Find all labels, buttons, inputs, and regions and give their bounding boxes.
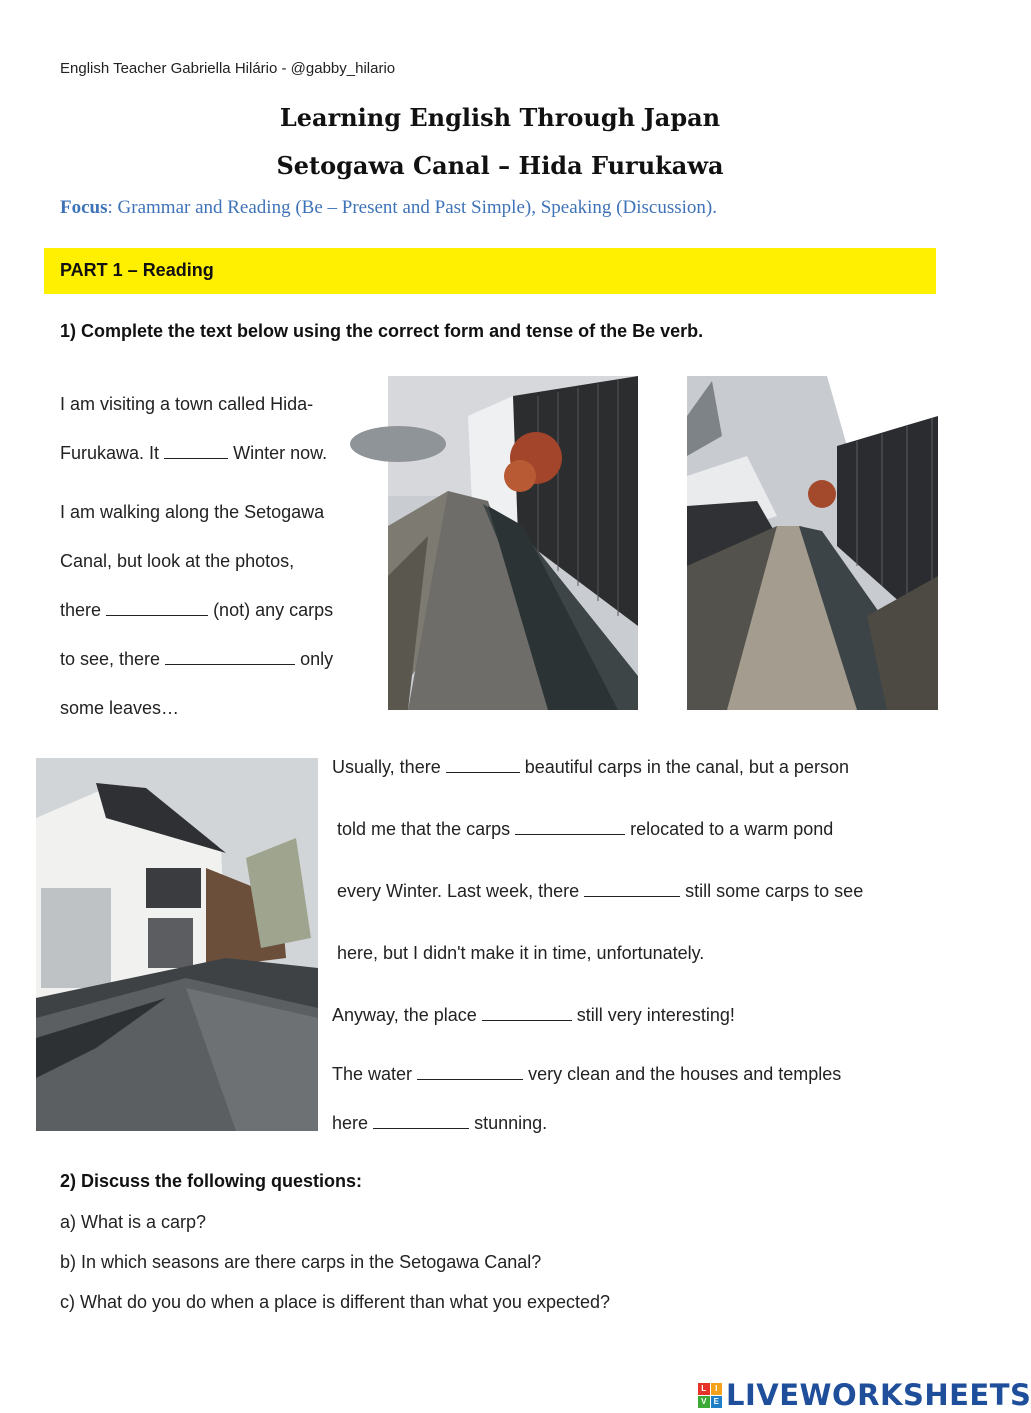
reading-line-2 xyxy=(60,443,327,464)
question-2: 2) Discuss the following questions: xyxy=(60,1171,363,1191)
reading-right-line-5 xyxy=(332,1005,735,1026)
reading-text: very clean and the houses and temples xyxy=(528,1064,842,1084)
reading-text: Anyway, the place xyxy=(332,1005,477,1025)
reading-text: still very interesting! xyxy=(576,1005,735,1025)
logo-icon-letter: L xyxy=(698,1383,710,1395)
reading-text: here xyxy=(332,1113,369,1133)
reading-right-line-6 xyxy=(332,1064,841,1085)
logo-text: LIVEWORKSHEETS xyxy=(726,1378,1031,1412)
reading-right-line-2 xyxy=(337,819,833,840)
discussion-question-a: a) What is a carp? xyxy=(60,1212,207,1232)
reading-line-4: Canal, but look at the photos, xyxy=(60,551,295,571)
blank-input[interactable] xyxy=(482,1006,572,1021)
canal-photo-2 xyxy=(687,376,938,710)
worksheet-title: Learning English Through Japan xyxy=(279,103,721,132)
blank-input[interactable] xyxy=(515,820,625,835)
logo-icon-letter: V xyxy=(698,1396,710,1408)
discussion-question-b: b) In which seasons are there carps in the Setogawa Canal? xyxy=(60,1252,542,1272)
reading-line-3: I am walking along the Setogawa xyxy=(60,502,325,522)
reading-text: Usually, there xyxy=(332,757,441,777)
reading-line-6 xyxy=(60,649,333,670)
reading-right-line-4: here, but I didn't make it in time, unfortunately. xyxy=(337,943,705,963)
reading-text: every Winter. Last week, there xyxy=(337,881,580,901)
reading-text: beautiful carps in the canal, but a person xyxy=(524,757,849,777)
blank-input[interactable] xyxy=(373,1114,469,1129)
logo-icon-letter: E xyxy=(711,1396,723,1408)
liveworksheets-icon xyxy=(698,1383,722,1407)
street-photo xyxy=(36,758,318,1131)
reading-right-line-1 xyxy=(332,757,849,778)
worksheet-subtitle: Setogawa Canal – Hida Furukawa xyxy=(276,151,724,180)
focus-text: : Grammar and Reading (Be – Present and Past Simple), Speaking (Discussion). xyxy=(107,197,717,218)
reading-text: there xyxy=(60,600,102,620)
reading-line-5 xyxy=(60,600,333,621)
liveworksheets-logo xyxy=(698,1378,1031,1412)
reading-line-7: some leaves… xyxy=(60,698,180,718)
part1-banner xyxy=(44,248,936,294)
canal-photo-1 xyxy=(388,376,638,710)
focus-line xyxy=(60,197,717,219)
blank-input[interactable] xyxy=(106,601,208,616)
reading-text: only xyxy=(300,649,334,669)
reading-line-1: I am visiting a town called Hida- xyxy=(60,394,314,414)
reading-text: Furukawa. It xyxy=(60,443,160,463)
reading-text: The water xyxy=(332,1064,413,1084)
reading-text: relocated to a warm pond xyxy=(630,819,834,839)
logo-icon-letter: I xyxy=(711,1383,723,1395)
reading-text: told me that the carps xyxy=(337,819,511,839)
reading-text: Winter now. xyxy=(233,443,328,463)
blank-input[interactable] xyxy=(446,758,520,773)
reading-right-line-3 xyxy=(337,881,863,902)
blank-input[interactable] xyxy=(164,444,228,459)
reading-text: (not) any carps xyxy=(213,600,334,620)
reading-text: stunning. xyxy=(474,1113,548,1133)
blank-input[interactable] xyxy=(584,882,680,897)
blank-input[interactable] xyxy=(165,650,295,665)
reading-right-line-7 xyxy=(332,1113,547,1134)
focus-label: Focus xyxy=(60,197,108,218)
part1-label: PART 1 – Reading xyxy=(60,260,214,280)
blank-input[interactable] xyxy=(417,1065,523,1080)
question-1: 1) Complete the text below using the correct form and tense of the Be verb. xyxy=(60,321,704,341)
reading-text: to see, there xyxy=(60,649,161,669)
discussion-question-c: c) What do you do when a place is different than what you expected? xyxy=(60,1292,611,1312)
author-credit: English Teacher Gabriella Hilário - @gabby_hilario xyxy=(60,60,396,77)
reading-text: still some carps to see xyxy=(685,881,864,901)
